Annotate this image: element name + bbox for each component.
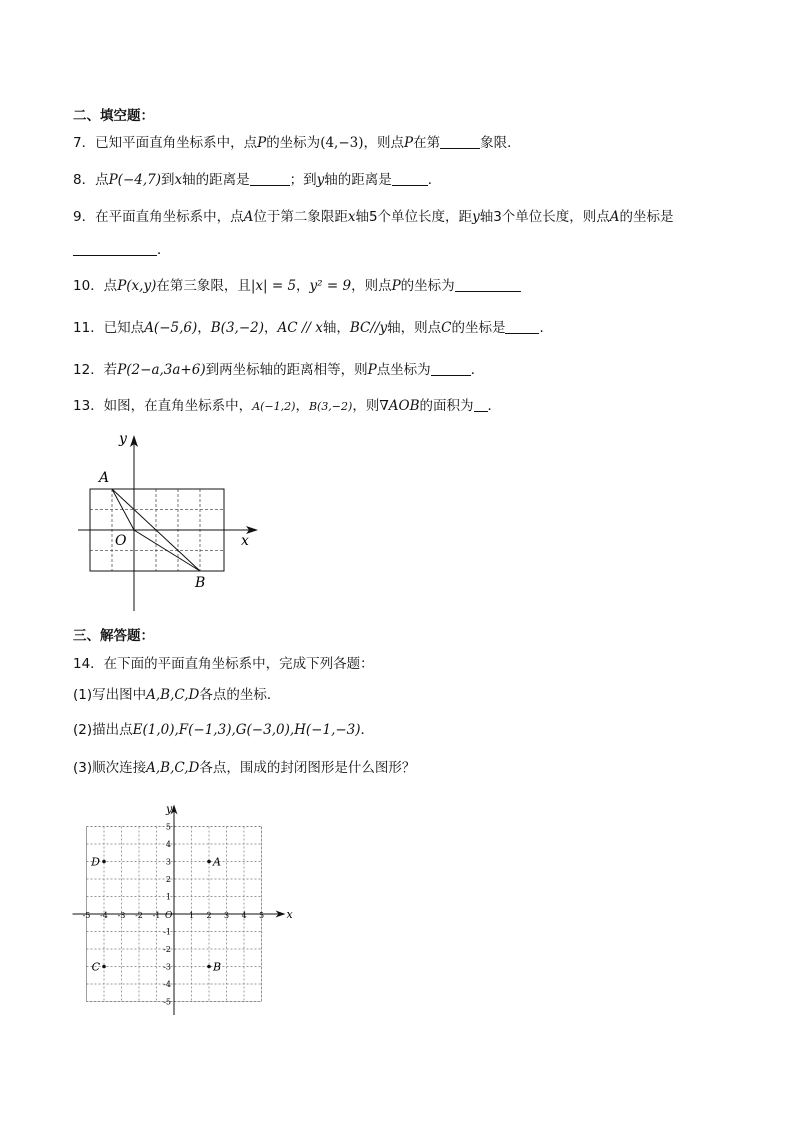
q10-text: 在第三象限，且 [156, 278, 251, 294]
q8-x-var: x [174, 172, 183, 188]
q14-label-x: x [286, 908, 293, 921]
q9-text: 轴5个单位长度，距 [355, 209, 473, 225]
q10-number: 10 [73, 278, 91, 294]
question-12 [73, 360, 484, 380]
q14-point-label-b: B [213, 960, 222, 974]
q13-text: ．如图，在直角坐标系中， [90, 398, 253, 414]
q14-point-label-c: C [91, 960, 100, 974]
question-14-part-3 [73, 758, 415, 778]
q10-abs-condition: |x| = 5 [250, 278, 297, 294]
q13-text: ， [295, 398, 309, 414]
q13-triangle: ∇AOB [379, 398, 420, 414]
q14-y-tick-label: 2 [165, 875, 171, 884]
q14-y-tick-label: -5 [163, 997, 171, 1007]
q14-x-tick-label: 2 [206, 911, 212, 920]
q9-text: ． [157, 242, 171, 258]
q14-y-tick-label: 3 [165, 857, 171, 867]
q7-text: 在第 [413, 135, 441, 151]
q13-label-o: O [115, 533, 127, 549]
question-7 [73, 133, 521, 153]
q9-answer-blank[interactable] [73, 241, 157, 256]
q14-p2-text: ． [360, 722, 375, 738]
q9-text: ．在平面直角坐标系中，点 [81, 209, 244, 225]
q9-text: 的坐标是 [619, 209, 674, 225]
question-14-part-2 [73, 720, 374, 740]
q14-x-tick-label: -2 [135, 911, 143, 920]
q14-label-origin: O [165, 911, 173, 921]
q14-x-tick-label: -3 [117, 911, 126, 920]
q9-point: A [243, 209, 254, 225]
q14-x-tick-label: -1 [152, 911, 161, 920]
q9-text: 位于第二象限距 [253, 209, 348, 225]
q13-label-a: A [99, 470, 110, 486]
q10-point: P(x,y) [117, 278, 157, 294]
q8-answer-blank-1[interactable] [250, 171, 290, 186]
q11-parallel-ac: AC // x [277, 320, 323, 336]
q14-label-y: y [166, 802, 173, 816]
q14-point-d [102, 860, 106, 864]
q8-point: P(−4,7) [108, 172, 161, 188]
q11-text: 轴， [322, 320, 350, 336]
q8-y-var: y [316, 172, 325, 188]
q8-number: 8 [73, 172, 82, 188]
q8-text: ．点 [81, 172, 109, 188]
q14-x-tick-label: 3 [223, 911, 230, 920]
q8-text: 轴的距离是 [182, 172, 250, 188]
q14-p3-text: (3)顺次连接 [73, 760, 147, 776]
q14-p3-points: A,B,C,D [146, 760, 200, 776]
q7-text: 象限． [480, 135, 521, 151]
question-10 [73, 276, 521, 296]
q12-point: P [367, 362, 377, 378]
question-14-intro: 14．在下面的平面直角坐标系中，完成下列各题： [73, 656, 374, 672]
q11-text: ． [539, 320, 553, 336]
q13-label-b: B [195, 575, 206, 591]
q8-text: 到 [161, 172, 175, 188]
q7-point: P [404, 135, 414, 151]
q12-text: ．若 [90, 362, 118, 378]
q14-y-tick-label: -3 [163, 962, 171, 972]
section-title-solve: 三、解答题： [73, 628, 154, 644]
q8-text: ． [427, 172, 442, 188]
q13-text: ． [487, 398, 501, 414]
q14-x-tick-label: -4 [100, 911, 108, 920]
q8-text: ；到 [289, 172, 317, 188]
q12-number: 12 [73, 362, 91, 378]
q11-parallel-bc: BC//y [349, 320, 388, 336]
question-14-part-1 [73, 685, 280, 705]
q14-point-c [102, 965, 106, 969]
q11-text: ， [197, 320, 211, 336]
q7-point: P [257, 135, 267, 151]
q7-coordinate: (4,−3) [320, 135, 364, 151]
q11-text: 的坐标是 [451, 320, 506, 336]
q11-point-a: A(−5,6) [144, 320, 198, 336]
q9-x-var: x [347, 209, 356, 225]
q7-text: 的坐标为 [266, 135, 321, 151]
q14-point-label-a: A [213, 855, 221, 869]
q9-text: 轴3个单位长度，则点 [479, 209, 610, 225]
q10-answer-blank[interactable] [455, 277, 521, 292]
question-9 [73, 207, 674, 227]
q11-answer-blank[interactable] [505, 319, 539, 334]
q12-text: ． [470, 362, 485, 378]
q14-x-tick-label: 4 [241, 911, 247, 920]
q13-text: ，则 [352, 398, 380, 414]
q10-text: 的坐标为 [400, 278, 455, 294]
q12-text: 到两坐标轴的距离相等，则 [205, 362, 368, 378]
q12-answer-blank[interactable] [431, 361, 471, 376]
q14-p2-points: E(1,0),F(−1,3),G(−3,0),H(−1,−3) [132, 722, 361, 738]
q14-y-tick-label: -1 [163, 927, 171, 937]
q14-point-label-d: D [91, 855, 100, 869]
q12-point: P(2−a,3a+6) [117, 362, 206, 378]
q14-y-tick-label: -2 [163, 945, 171, 954]
q13-number: 13 [73, 398, 91, 414]
q11-number: 11 [73, 320, 91, 336]
q13-text: 的面积为 [419, 398, 474, 414]
q9-y-var: y [472, 209, 480, 225]
question-13 [73, 396, 501, 417]
q14-coordinate-grid [60, 790, 300, 1015]
q14-p1-points: A,B,C,D [146, 687, 200, 703]
q11-point-b: B(3,−2) [210, 320, 265, 336]
q14-p3-text: 各点，围成的封闭图形是什么图形？ [199, 760, 416, 776]
q7-number: 7 [73, 135, 82, 151]
q13-label-x: x [241, 533, 249, 549]
q14-point-a [207, 860, 211, 864]
q7-text: ，则点 [363, 135, 405, 151]
q8-text: 轴的距离是 [324, 172, 392, 188]
q10-text: ，则点 [351, 278, 392, 294]
q13-point-b: B(3,−2) [308, 400, 353, 413]
q8-answer-blank-2[interactable] [392, 171, 428, 186]
q10-text: ．点 [90, 278, 118, 294]
q13-figure [70, 425, 270, 615]
section-title-fill-in: 二、填空题： [73, 108, 154, 124]
q14-p2-text: (2)描出点 [73, 722, 133, 738]
q14-y-tick-label: 1 [165, 892, 171, 902]
q11-point-c: C [441, 320, 452, 336]
q13-point-a: A(−1,2) [252, 400, 296, 413]
q11-text: ．已知点 [90, 320, 145, 336]
question-8 [73, 170, 441, 190]
q14-p1-text: (1)写出图中 [73, 687, 147, 703]
q12-text: 点坐标为 [376, 362, 431, 378]
q7-text: ．已知平面直角坐标系中，点 [81, 135, 258, 151]
q10-point: P [391, 278, 401, 294]
q14-y-tick-label: 5 [165, 822, 171, 832]
q7-answer-blank[interactable] [440, 134, 480, 149]
q11-text: ， [264, 320, 278, 336]
question-11 [73, 318, 553, 338]
q13-label-y: y [119, 431, 127, 447]
q10-text: ， [296, 278, 310, 294]
q14-x-tick-label: 5 [258, 911, 265, 920]
q14-point-b [207, 965, 211, 969]
q10-square-condition: y² = 9 [309, 278, 352, 294]
question-9-line-2 [73, 240, 171, 260]
q9-number: 9 [73, 209, 82, 225]
q9-point: A [609, 209, 620, 225]
q14-x-tick-label: 1 [188, 911, 195, 920]
q14-y-tick-label: -4 [163, 980, 171, 989]
q14-p1-text: 各点的坐标． [199, 687, 281, 703]
q14-x-tick-label: -5 [82, 911, 91, 920]
q13-answer-blank[interactable] [474, 397, 488, 412]
q14-y-tick-label: 4 [165, 840, 171, 849]
q11-text: 轴，则点 [387, 320, 442, 336]
